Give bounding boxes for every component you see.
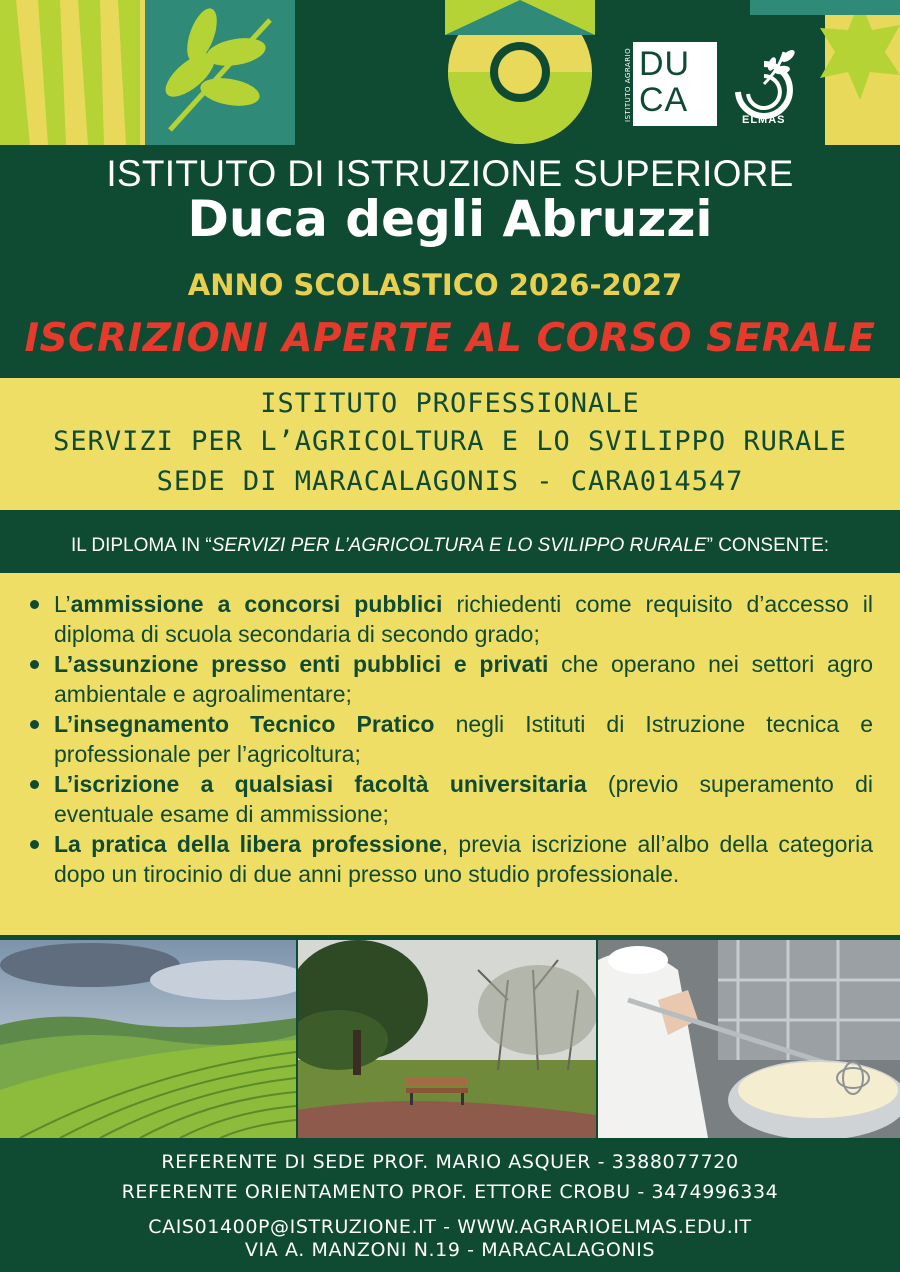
footer-contacts: CAIS01400P@ISTRUZIONE.IT - WWW.AGRARIOELMAS.EDU.IT	[148, 1216, 752, 1238]
school-name-heading: Duca degli Abruzzi	[187, 190, 713, 248]
footer-referente-orientamento: REFERENTE ORIENTAMENTO PROF. ETTORE CROBU - 3474996334	[121, 1181, 779, 1203]
benefit-bold: L’assunzione presso enti pubblici e privati	[54, 651, 549, 677]
leaf-emblem-icon	[724, 44, 804, 120]
benefit-bold: ammissione a concorsi pubblici	[70, 591, 443, 617]
course-line-2: SERVIZI PER L’AGRICOLTURA E LO SVILIPPO RURALE	[53, 426, 847, 457]
benefit-text: (previo superamento di eventuale esame di ammissione;	[54, 771, 873, 827]
course-panel	[0, 378, 900, 510]
cheese-making-photo	[598, 940, 900, 1138]
benefit-bold: L’insegnamento Tecnico Pratico	[54, 711, 435, 737]
benefit-text: negli Istituti di Istruzione tecnica e professionale per l’agricoltura;	[54, 711, 874, 767]
benefit-bold: La pratica della libera professione	[54, 831, 442, 857]
logo-place: ELMAS	[742, 114, 786, 126]
logo-letters-bottom: CA	[639, 81, 689, 119]
tea-fields-photo	[0, 940, 296, 1138]
school-year-heading: ANNO SCOLASTICO 2026-2027	[187, 268, 683, 302]
list-item	[28, 709, 873, 769]
list-item	[28, 589, 873, 649]
logo-letters-top: DU	[639, 45, 691, 83]
benefits-panel	[0, 573, 900, 935]
benefit-lead: L’	[54, 591, 71, 617]
list-item	[28, 649, 873, 709]
diploma-prefix: IL DIPLOMA IN “	[70, 535, 212, 556]
benefits-list	[28, 589, 873, 889]
logo-letters	[639, 46, 713, 118]
diploma-suffix: ” CONSENTE:	[706, 535, 830, 556]
logo-subtitle: ISTITUTO AGRARIO	[624, 47, 632, 123]
benefit-text: richiedenti come requisito d’accesso il diploma di scuola secondaria di secondo grado;	[54, 591, 873, 647]
list-item	[28, 769, 873, 829]
diploma-course-name: SERVIZI PER L’AGRICOLTURA E LO SVILIPPO RURALE	[211, 535, 707, 556]
bullet-icon	[30, 660, 39, 669]
bullet-icon	[30, 720, 39, 729]
bullet-icon	[30, 840, 39, 849]
park-bench-photo	[298, 940, 596, 1138]
bullet-icon	[30, 600, 39, 609]
enrollment-banner: ISCRIZIONI APERTE AL CORSO SERALE	[24, 316, 876, 361]
list-item	[28, 829, 873, 889]
course-line-1: ISTITUTO PROFESSIONALE	[260, 388, 640, 419]
diploma-intro	[0, 535, 900, 557]
course-line-3: SEDE DI MARACALAGONIS - CARA014547	[156, 466, 744, 497]
benefit-bold: L’iscrizione a qualsiasi facoltà universitaria	[54, 771, 587, 797]
logo-box	[633, 42, 717, 126]
school-type-heading: ISTITUTO DI ISTRUZIONE SUPERIORE	[106, 153, 794, 194]
photo-strip	[0, 940, 900, 1138]
bullet-icon	[30, 780, 39, 789]
benefit-text: , previa iscrizione all’albo della categoria dopo un tirocinio di due anni presso uno studio professionale.	[54, 831, 873, 887]
benefit-text: che operano nei settori agro ambientale e agroalimentare;	[54, 651, 873, 707]
footer-address: VIA A. MANZONI N.19 - MARACALAGONIS	[244, 1239, 656, 1261]
footer-referente-sede: REFERENTE DI SEDE PROF. MARIO ASQUER - 3388077720	[161, 1151, 739, 1173]
